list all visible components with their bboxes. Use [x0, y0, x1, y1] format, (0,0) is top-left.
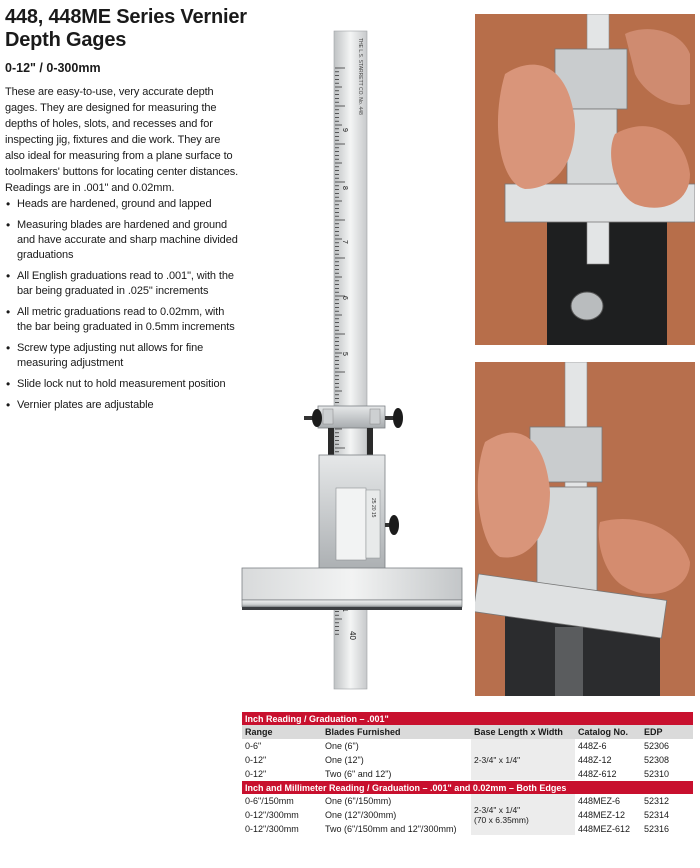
blades-cell: One (6"/150mm) [322, 794, 471, 808]
metric-section-title: Inch and Millimeter Reading / Graduation – .001" and 0.02mm – Both Edges [242, 781, 693, 795]
gage-base [242, 568, 462, 610]
range-cell: 0-12" [242, 767, 322, 781]
column-header: EDP [641, 725, 693, 739]
feature-item: • Heads are hardened, ground and lapped [5, 197, 241, 212]
catalog-cell: 448MEZ-6 [575, 794, 641, 808]
scale-label: 8 [341, 186, 348, 190]
table-row [242, 753, 693, 767]
table-row [242, 822, 693, 836]
depth-gage-illustration [238, 28, 466, 696]
edp-cell: 52312 [641, 794, 693, 808]
scale-label: 6 [341, 296, 348, 300]
blades-cell: Two (6" and 12") [322, 767, 471, 781]
table-header-row [242, 725, 693, 739]
table-row [242, 739, 693, 753]
edp-cell: 52308 [641, 753, 693, 767]
blades-cell: One (12"/300mm) [322, 808, 471, 822]
feature-list [5, 197, 241, 419]
catalog-cell: 448Z-612 [575, 767, 641, 781]
scale-label: 9 [341, 128, 348, 132]
range-cell: 0-6" [242, 739, 322, 753]
vernier-text: 25 20 15 [370, 498, 376, 518]
gage-in-use-photo-bottom [475, 362, 695, 696]
catalog-cell: 448MEZ-12 [575, 808, 641, 822]
edp-cell: 52306 [641, 739, 693, 753]
range-cell: 0-12" [242, 753, 322, 767]
base-size-cell [471, 794, 575, 836]
blades-cell: One (12") [322, 753, 471, 767]
feature-item: • Vernier plates are adjustable [5, 398, 241, 413]
table-row [242, 808, 693, 822]
column-header: Blades Furnished [322, 725, 471, 739]
feature-item: • All metric graduations read to 0.02mm, with the bar being graduated in 0.5mm increments [5, 305, 241, 335]
gage-head [319, 455, 399, 577]
gage-in-use-photo-top [475, 14, 695, 345]
range-cell: 0-12"/300mm [242, 808, 322, 822]
table-row [242, 794, 693, 808]
column-header: Range [242, 725, 322, 739]
section-header-inch [242, 712, 693, 725]
blade-maker-text: THE L.S. STARRETT CO. No. 448 [357, 38, 363, 115]
section-header-metric [242, 781, 693, 795]
range-subtitle: 0-12" / 0-300mm [5, 61, 101, 75]
feature-item: • Screw type adjusting nut allows for fine measuring adjustment [5, 341, 241, 371]
blades-cell: Two (6"/150mm and 12"/300mm) [322, 822, 471, 836]
specs-table [242, 712, 693, 836]
intro-paragraph: These are easy-to-use, very accurate depth gages. They are designed for measuring the depths of holes, slots, and recesses and for inspecting jig, fixtures and die work. They are also ideal for measuring from a plane surface to toolmakers' buttons for locating center distances. Readings are in .001" and 0.02mm. [5, 86, 239, 194]
column-header: Base Length x Width [471, 725, 575, 739]
range-cell: 0-6"/150mm [242, 794, 322, 808]
edp-cell: 52310 [641, 767, 693, 781]
page-title: 448, 448ME Series Vernier Depth Gages [5, 6, 247, 51]
catalog-cell: 448Z-12 [575, 753, 641, 767]
column-header: Catalog No. [575, 725, 641, 739]
scale-label: 5 [341, 352, 348, 356]
table-row [242, 767, 693, 781]
base-size-cell: 2-3/4" x 1/4" [471, 739, 575, 781]
edp-cell: 52314 [641, 808, 693, 822]
inch-section-title: Inch Reading / Graduation – .001" [242, 712, 693, 725]
feature-item: • All English graduations read to .001", with the bar being graduated in .025" increments [5, 269, 241, 299]
scale-label: 7 [341, 240, 348, 244]
catalog-cell: 448MEZ-612 [575, 822, 641, 836]
range-cell: 0-12"/300mm [242, 822, 322, 836]
feature-item: • Slide lock nut to hold measurement position [5, 377, 241, 392]
blades-cell: One (6") [322, 739, 471, 753]
base-size-inch: 2-3/4" x 1/4" [474, 804, 521, 815]
catalog-cell: 448Z-6 [575, 739, 641, 753]
feature-item: • Measuring blades are hardened and ground and have accurate and sharp machine divided graduations [5, 218, 241, 263]
edp-cell: 52316 [641, 822, 693, 836]
scale-bottom-label: 40 [348, 631, 357, 640]
base-size-mm: (70 x 6.35mm) [474, 814, 529, 825]
